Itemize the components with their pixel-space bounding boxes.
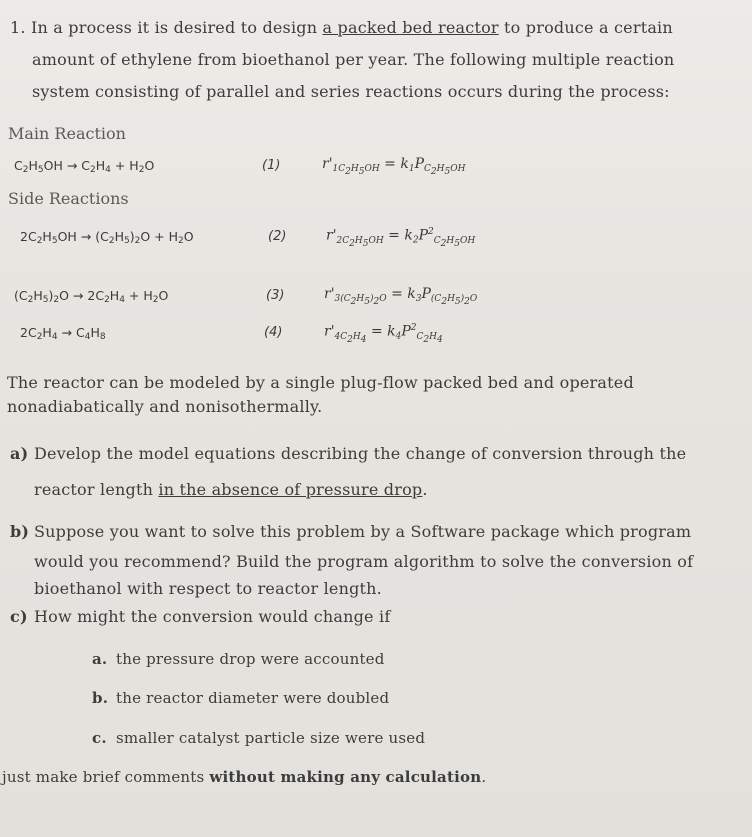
- q1-line-1: [10, 18, 673, 37]
- part-a-l2-post: .: [422, 480, 428, 499]
- part-a-text-1: Develop the model equations describing the change of conversion through the: [34, 444, 687, 463]
- reaction-4-number: (4): [264, 325, 283, 340]
- part-c-item-c-text: smaller catalyst particle size were used: [116, 729, 426, 747]
- part-c-item-b: [92, 689, 389, 707]
- q1-l1-post: to produce a certain: [498, 18, 673, 37]
- model-line-2: nonadiabatically and nonisothermally.: [7, 397, 323, 416]
- reaction-3-rate: $r'_{3(C_2H_5)_2O} = k_3P_{(C_2H_5)_2O}$: [324, 286, 478, 307]
- footer-post: .: [481, 768, 487, 786]
- q1-l1-pre: In a process it is desired to design: [30, 18, 323, 37]
- side-reactions-heading: Side Reactions: [8, 189, 129, 208]
- part-c-line-1: [10, 607, 390, 626]
- part-b-line-2: would you recommend? Build the program algorithm to solve the conversion of: [34, 552, 694, 571]
- part-c-item-c: [92, 729, 425, 747]
- part-b-line-3: bioethanol with respect to reactor length.: [34, 579, 382, 598]
- part-c-item-a: [92, 650, 385, 668]
- model-line-1: The reactor can be modeled by a single plug-flow packed bed and operated: [7, 373, 634, 392]
- q1-number: 1.: [10, 18, 26, 37]
- part-a-label: a): [10, 444, 29, 463]
- part-c-label: c): [10, 607, 28, 626]
- part-b-label: b): [10, 522, 30, 541]
- reaction-2-rate: $r'_{2C_2H_5OH} = k_2P^2_{C_2H_5OH}$: [326, 227, 476, 249]
- part-a-l2-underlined: in the absence of pressure drop: [158, 480, 423, 499]
- part-a-l2-pre: reactor length: [34, 480, 159, 499]
- part-a-line-1: [10, 444, 686, 463]
- q1-line-3: system consisting of parallel and series reactions occurs during the process:: [32, 82, 670, 101]
- footer-pre: just make brief comments: [2, 768, 210, 786]
- part-c-item-b-label: b.: [92, 689, 109, 707]
- main-reaction-heading: Main Reaction: [8, 124, 126, 143]
- q1-l1-underlined: a packed bed reactor: [322, 18, 499, 37]
- reaction-1-rate: $r'_{1C_2H_5OH} = k_1P_{C_2H_5OH}$: [322, 156, 466, 177]
- part-c-text-1: How might the conversion would change if: [34, 607, 391, 626]
- reaction-1-number: (1): [262, 158, 281, 173]
- part-c-item-b-text: the reactor diameter were doubled: [116, 689, 390, 707]
- part-b-line-1: [10, 522, 691, 541]
- footer-bold: without making any calculation: [209, 768, 482, 786]
- reaction-1-equation: $C_2H_5OH \to C_2H_4 + H_2O$: [14, 158, 155, 175]
- reaction-2-number: (2): [268, 229, 287, 244]
- reaction-3-number: (3): [266, 288, 285, 303]
- reaction-4-rate: $r'_{4C_2H_4} = k_4P^2_{C_2H_4}$: [324, 323, 443, 345]
- part-c-item-c-label: c.: [92, 729, 107, 747]
- footer-instruction: [2, 768, 486, 786]
- reaction-2-equation: $2C_2H_5OH \to (C_2H_5)_2O + H_2O$: [20, 229, 194, 246]
- part-a-line-2: [34, 480, 428, 499]
- reaction-3-equation: $(C_2H_5)_2O \to 2C_2H_4 + H_2O$: [14, 288, 169, 305]
- q1-line-2: amount of ethylene from bioethanol per year. The following multiple reaction: [32, 50, 675, 69]
- part-c-item-a-label: a.: [92, 650, 108, 668]
- reaction-4-equation: $2C_2H_4 \to C_4H_8$: [20, 325, 106, 342]
- part-c-item-a-text: the pressure drop were accounted: [116, 650, 385, 668]
- part-b-text-1: Suppose you want to solve this problem by a Software package which program: [34, 522, 692, 541]
